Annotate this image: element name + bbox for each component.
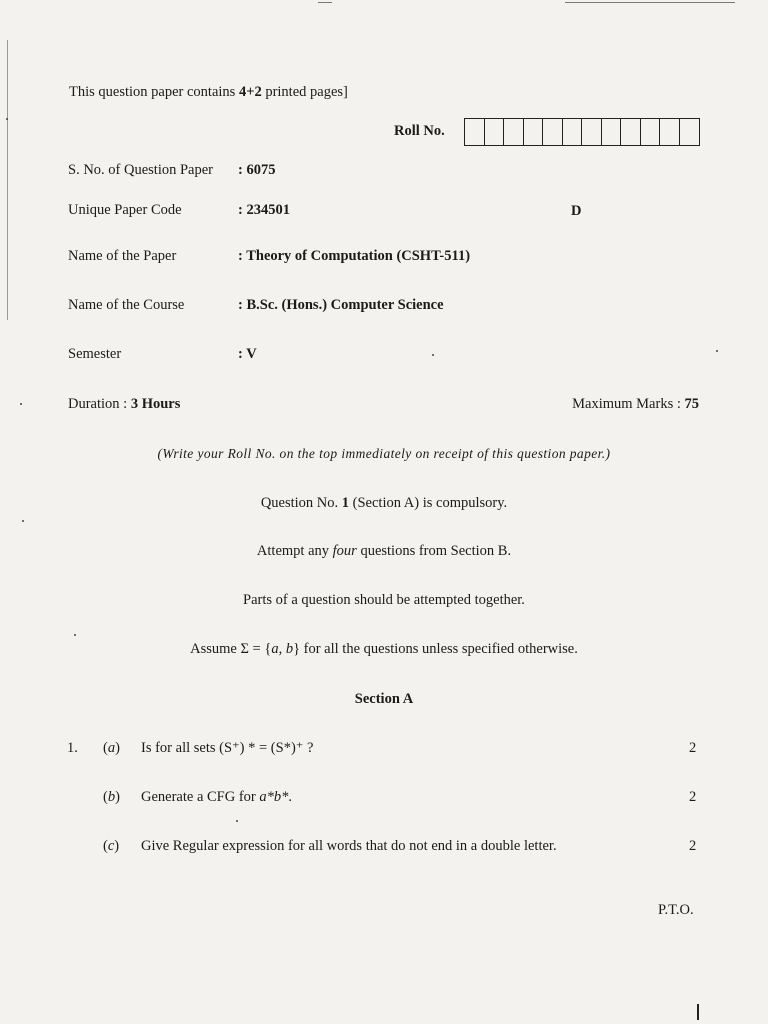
question-part-a: (a) — [103, 740, 120, 756]
scan-mark-bottom — [697, 1004, 699, 1020]
roll-digit-box[interactable] — [563, 119, 583, 145]
field-label-serial: S. No. of Question Paper — [68, 162, 213, 178]
roll-digit-box[interactable] — [485, 119, 505, 145]
roll-digit-box[interactable] — [543, 119, 563, 145]
question-b-text: Generate a CFG for a*b*. — [141, 789, 292, 805]
field-value-paper-name: : Theory of Computation (CSHT-511) — [238, 248, 471, 264]
question-a-marks: 2 — [689, 740, 697, 756]
question-part-c: (c) — [103, 838, 120, 854]
instruction-alphabet: Assume Σ = {a, b} for all the questions unless specified otherwise. — [190, 641, 578, 657]
roll-digit-box[interactable] — [524, 119, 544, 145]
instruction-parts: Parts of a question should be attempted together. — [243, 592, 525, 608]
speck — [20, 403, 22, 405]
question-a-text: Is for all sets (S⁺) * = (S*)⁺ ? — [141, 740, 314, 756]
field-label-paper-name: Name of the Paper — [68, 248, 177, 264]
roll-instruction: (Write your Roll No. on the top immediately on receipt of this question paper.) — [157, 446, 611, 461]
speck — [236, 820, 238, 822]
field-value-semester: : V — [238, 346, 257, 362]
roll-digit-box[interactable] — [680, 119, 700, 145]
field-label-semester: Semester — [68, 346, 122, 362]
field-value-serial: : 6075 — [238, 162, 276, 178]
field-label-course: Name of the Course — [68, 297, 185, 313]
speck — [22, 520, 24, 522]
max-marks: Maximum Marks : 75 — [572, 396, 699, 412]
roll-digit-box[interactable] — [621, 119, 641, 145]
scan-top-line-short — [318, 2, 332, 3]
field-value-paper-code: : 234501 — [238, 202, 290, 218]
speck — [74, 634, 76, 636]
roll-no-label: Roll No. — [394, 123, 445, 139]
question-c-marks: 2 — [689, 838, 697, 854]
pages-note: This question paper contains 4+2 printed pages] — [69, 84, 348, 100]
roll-digit-box[interactable] — [641, 119, 661, 145]
roll-digit-box[interactable] — [465, 119, 485, 145]
scan-top-line — [565, 2, 735, 3]
roll-digit-box[interactable] — [602, 119, 622, 145]
duration: Duration : 3 Hours — [68, 396, 181, 412]
scan-edge-line — [7, 40, 8, 320]
speck — [716, 350, 718, 352]
set-code: D — [571, 203, 582, 219]
section-title: Section A — [354, 691, 414, 707]
speck — [432, 354, 434, 356]
field-label-paper-code: Unique Paper Code — [68, 202, 182, 218]
speck — [6, 118, 8, 120]
roll-digit-box[interactable] — [504, 119, 524, 145]
instruction-compulsory: Question No. 1 (Section A) is compulsory. — [260, 495, 508, 511]
roll-no-boxes[interactable] — [464, 118, 700, 146]
question-number: 1. — [67, 740, 78, 756]
field-value-course: : B.Sc. (Hons.) Computer Science — [238, 297, 444, 313]
question-b-marks: 2 — [689, 789, 697, 805]
pto-footer: P.T.O. — [658, 902, 694, 918]
question-c-text: Give Regular expression for all words that do not end in a double letter. — [141, 838, 557, 854]
instruction-attempt: Attempt any four questions from Section B. — [256, 543, 512, 559]
roll-digit-box[interactable] — [660, 119, 680, 145]
roll-digit-box[interactable] — [582, 119, 602, 145]
question-part-b: (b) — [103, 789, 120, 805]
